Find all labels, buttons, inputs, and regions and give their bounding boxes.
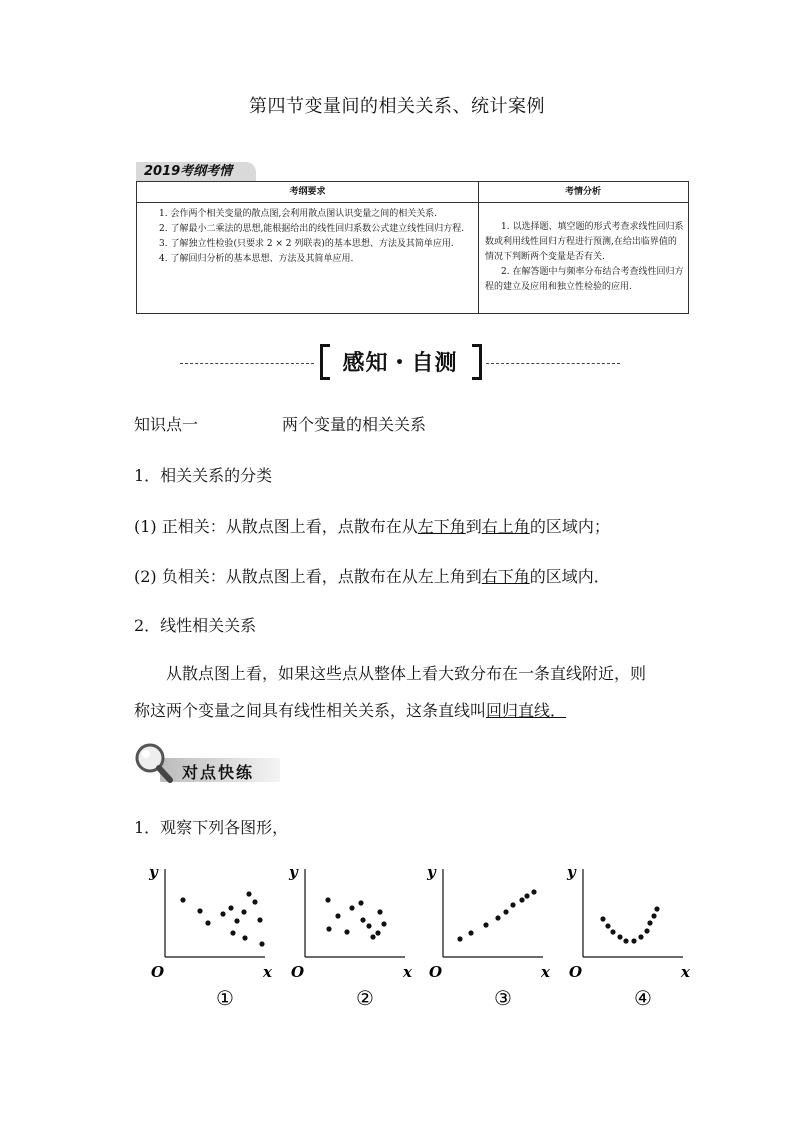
text: 称这两个变量之间具有线性相关关系，这条直线叫	[134, 701, 487, 720]
scatter-point	[197, 908, 202, 913]
section-heading: 2．线性相关关系	[134, 616, 257, 635]
answer-underline: 左下角	[417, 517, 466, 536]
text: 到	[465, 517, 482, 536]
paragraph-line	[134, 698, 566, 721]
y-axis-label: y	[289, 863, 298, 881]
scatter-point	[349, 905, 354, 910]
scatter-point	[220, 911, 225, 916]
scatter-point	[654, 906, 659, 911]
scatter-point	[252, 899, 257, 904]
analysis-cell	[485, 220, 685, 295]
exam-table	[136, 181, 689, 314]
x-axis-label: x	[403, 963, 412, 981]
x-axis-label: x	[263, 963, 272, 981]
scatter-point	[228, 905, 233, 910]
y-axis-label: y	[427, 863, 436, 881]
scatter-point	[205, 920, 210, 925]
practice-header	[130, 740, 290, 786]
positive-correlation	[134, 514, 610, 537]
scatter-point	[370, 934, 375, 939]
scatter-point	[495, 915, 500, 920]
scatter-point	[638, 934, 643, 939]
scatter-point	[234, 918, 239, 923]
banner-bracket-left	[320, 344, 330, 380]
scatter-point	[519, 897, 524, 902]
magnifier-icon	[130, 740, 180, 786]
requirement-item: 3. 了解独立性检验(只要求 2 × 2 列联表)的基本思想、方法及其简单应用.	[159, 239, 454, 249]
scatter-point	[457, 936, 462, 941]
scatter-point	[600, 916, 605, 921]
header-analysis: 考情分析	[478, 182, 688, 203]
section-banner	[180, 344, 620, 384]
scatter-figures-svg	[145, 855, 705, 1015]
header-requirements: 考纲要求	[137, 182, 479, 203]
scatter-figures	[145, 855, 705, 1015]
practice-label: 对点快练	[182, 763, 255, 782]
figure-number: ③	[494, 986, 512, 1010]
scatter-point	[360, 917, 365, 922]
exam-tag: 2019考纲考情	[136, 162, 256, 182]
scatter-point	[375, 930, 380, 935]
scatter-point	[510, 902, 515, 907]
requirement-item: 4. 了解回归分析的基本思想、方法及其简单应用.	[159, 254, 354, 264]
scatter-point	[366, 923, 371, 928]
figure-number: ①	[216, 986, 234, 1010]
answer-underline: 右下角	[481, 567, 530, 586]
scatter-point	[259, 941, 264, 946]
text: 的区域内；	[529, 517, 610, 536]
x-axis-label: x	[541, 963, 550, 981]
banner-bracket-right	[472, 344, 482, 380]
origin-label: O	[291, 963, 305, 981]
scatter-point	[605, 923, 610, 928]
scatter-point	[623, 938, 628, 943]
origin-label: O	[569, 963, 583, 981]
scatter-point	[503, 909, 508, 914]
scatter-point	[377, 909, 382, 914]
analysis-item: 2. 在解答题中与频率分布结合考查线性回归方程的建立及应用和独立性检验的应用.	[485, 267, 684, 292]
scatter-point	[246, 891, 251, 896]
figure-number: ④	[634, 986, 652, 1010]
scatter-point	[241, 909, 246, 914]
scatter-point	[326, 926, 331, 931]
requirement-item: 2. 了解最小二乘法的思想,能根据给出的线性回归系数公式建立线性回归方程.	[159, 224, 465, 234]
requirements-cell	[143, 207, 473, 267]
scatter-point	[180, 897, 185, 902]
origin-label: O	[429, 963, 443, 981]
figure-number: ②	[356, 986, 374, 1010]
answer-underline: 右上角	[481, 517, 530, 536]
section-heading: 1．相关关系的分类	[134, 466, 273, 485]
x-axis-label: x	[681, 963, 690, 981]
text: (1) 正相关：从散点图上看，点散布在从	[134, 517, 418, 536]
scatter-point	[242, 935, 247, 940]
scatter-point	[335, 913, 340, 918]
scatter-point	[257, 917, 262, 922]
text: 的区域内．	[529, 567, 610, 586]
scatter-point	[483, 922, 488, 927]
scatter-point	[344, 929, 349, 934]
text: (2) 负相关：从散点图上看，点散布在从左上角到	[134, 567, 482, 586]
requirement-item: 1. 会作两个相关变量的散点图,会利用散点图认识变量之间的相关关系.	[159, 209, 438, 219]
column-divider	[478, 202, 479, 313]
banner-title: 感知・自测	[342, 351, 458, 376]
scatter-point	[524, 893, 529, 898]
scatter-point	[230, 930, 235, 935]
scatter-point	[358, 900, 363, 905]
scatter-point	[631, 938, 636, 943]
question-text: 1．观察下列各图形，	[134, 818, 289, 837]
paragraph-line: 从散点图上看，如果这些点从整体上看大致分布在一条直线附近，则	[166, 664, 647, 683]
knowledge-point-name: 两个变量的相关关系	[282, 415, 427, 434]
y-axis-label: y	[567, 863, 576, 881]
negative-correlation	[134, 564, 610, 587]
banner-dash-right	[486, 363, 620, 364]
scatter-point	[647, 920, 652, 925]
scatter-point	[325, 897, 330, 902]
y-axis-label: y	[149, 863, 158, 881]
scatter-point	[644, 928, 649, 933]
scatter-point	[381, 921, 386, 926]
scatter-point	[531, 889, 536, 894]
page-title: 第四节变量间的相关关系、统计案例	[249, 96, 545, 117]
scatter-point	[468, 930, 473, 935]
scatter-point	[610, 929, 615, 934]
scatter-point	[651, 913, 656, 918]
answer-underline: 回归直线．	[486, 701, 567, 720]
knowledge-point-label: 知识点一	[134, 415, 199, 434]
analysis-item: 1. 以选择题、填空题的形式考查求线性回归系数或利用线性回归方程进行预测,在给出临界值的情况下判断两个变量是否有关.	[485, 222, 684, 262]
banner-dash-left	[180, 363, 314, 364]
origin-label: O	[151, 963, 165, 981]
scatter-point	[617, 934, 622, 939]
